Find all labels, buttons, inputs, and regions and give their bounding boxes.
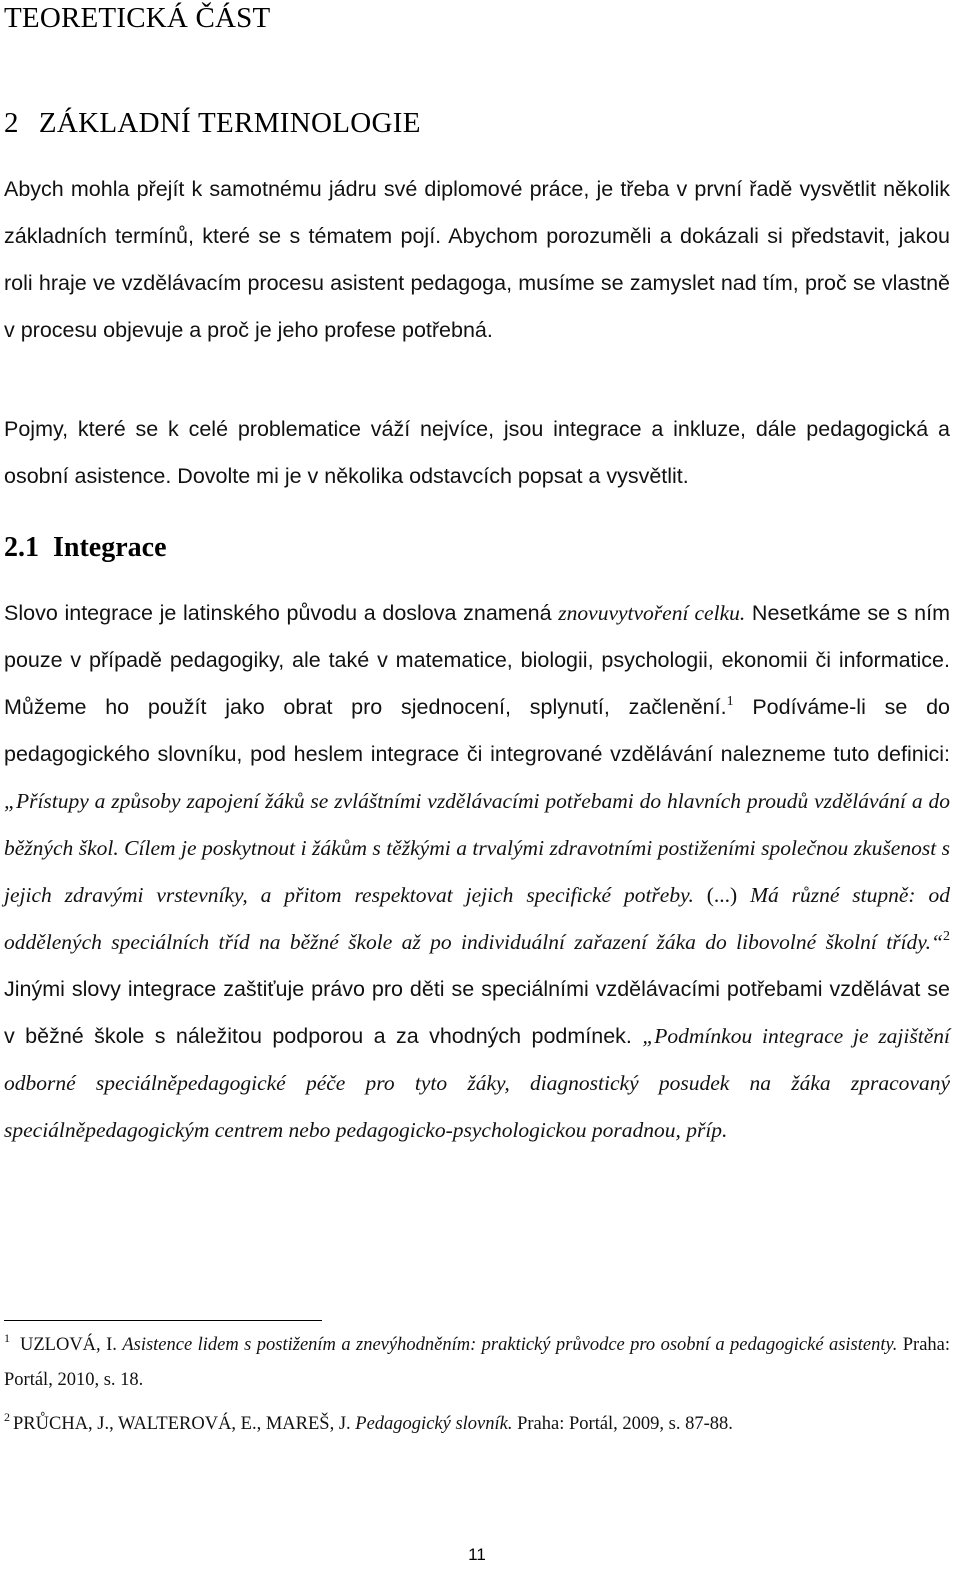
- paragraph-intro: Abych mohla přejít k samotnému jádru své diplomové práce, je třeba v první řadě vysvětlit několik základních termínů, které se s tématem pojí. Abychom porozuměli a dokázali si představit, jakou roli hraje ve vzdělávacím procesu asistent pedagoga, musíme se zamyslet nad tím, proč se vlastně v procesu objevuje a proč je jeho profese potřebná.: [4, 177, 950, 342]
- paragraph-terms: Pojmy, které se k celé problematice váží nejvíce, jsou integrace a inkluze, dále pedagogická a osobní asistence. Dovolte mi je v několika odstavcích popsat a vysvětlit.: [4, 417, 950, 488]
- footnote-marker: 1: [4, 1331, 10, 1345]
- footnote-2: [4, 1407, 950, 1442]
- definition-quote-continued: Má různé stupně: od oddělených speciálních tříd na běžné škole až po individuální zařazení žáka do libovolné školní třídy.“: [4, 883, 950, 954]
- text-span: Podíváme-li se do pedagogického slovníku, pod heslem integrace či integrované vzdělávání nalezneme tuto definici:: [4, 695, 950, 766]
- part-title: TEORETICKÁ ČÁST: [4, 2, 271, 34]
- section-heading: [4, 532, 167, 564]
- footnote-author: UZLOVÁ, I.: [20, 1335, 117, 1355]
- footnote-1: [4, 1328, 950, 1398]
- footnote-divider: [4, 1320, 322, 1321]
- footnote-title: Pedagogický slovník.: [355, 1414, 513, 1434]
- footnote-marker: 2: [4, 1410, 10, 1424]
- chapter-number: 2: [4, 107, 19, 139]
- footnotes: [4, 1328, 950, 1442]
- footnote-publication: Praha: Portál, 2009, s. 87-88.: [517, 1414, 733, 1434]
- condition-quote: „Podmínkou integrace je zajištění odborné speciálněpedagogické péče pro tyto žáky, diagnostický posudek na žáka zpracovaný speciálněpedagogickým centrem nebo pedagogicko-psychologickou poradnou, příp.: [4, 1024, 950, 1142]
- chapter-heading: [4, 107, 421, 140]
- footnote-title: Asistence lidem s postižením a znevýhodněním: praktický průvodce pro osobní a pedagogické asistenty.: [122, 1335, 898, 1355]
- text-span: Nesetkáme se s ním pouze v případě pedagogiky, ale také v matematice, biologii, psychologii, ekonomii či informatice. Můžeme ho použít jako obrat pro sjednocení, splynutí, začlenění.: [4, 601, 951, 719]
- chapter-title: ZÁKLADNÍ TERMINOLOGIE: [38, 107, 421, 139]
- paragraph-integrace: [4, 590, 950, 1154]
- document-page: [4, 0, 952, 1584]
- footnote-ref-2[interactable]: 2: [943, 929, 950, 944]
- text-span: (...): [693, 883, 751, 907]
- definition-quote: „Přístupy a způsoby zapojení žáků se zvláštními vzdělávacími potřebami do hlavních proudů vzdělávání a do běžných škol. Cílem je poskytnout i žákům s těžkými a trvalými zdravotními postiženími společnou zkušenost s jejich zdravými vrstevníky, a přitom respektovat jejich specifické potřeby.: [4, 789, 950, 907]
- italic-term: znovuvytvoření celku.: [558, 601, 746, 625]
- section-number: 2.1: [4, 532, 39, 563]
- page-number: 11: [468, 1545, 486, 1564]
- footnote-ref-1[interactable]: 1: [726, 694, 734, 709]
- section-title: Integrace: [53, 532, 167, 563]
- text-span: Jinými slovy integrace zaštiťuje právo pro děti se speciálními vzdělávacími potřebami vzdělávat se v běžné škole s náležitou podporou a za vhodných podmínek.: [4, 977, 950, 1048]
- footnote-publication: Praha: Portál, 2010, s. 18.: [4, 1335, 951, 1390]
- footnote-author: PRŮCHA, J., WALTEROVÁ, E., MAREŠ, J.: [13, 1414, 351, 1434]
- text-span: Slovo integrace je latinského původu a doslova znamená: [4, 601, 559, 625]
